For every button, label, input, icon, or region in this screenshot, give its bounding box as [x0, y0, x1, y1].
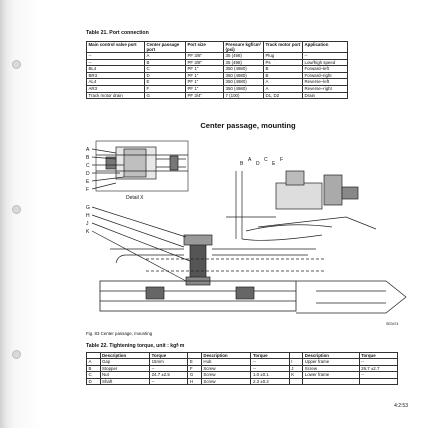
- table-cell: Ps: [264, 59, 303, 66]
- table-cell: B: [87, 365, 101, 372]
- table-cell: PF 3/8": [186, 53, 224, 60]
- table-cell: Screw: [201, 365, 251, 372]
- table-cell: PF 3/4": [186, 92, 224, 99]
- col-header: Description: [303, 353, 359, 359]
- table-cell: Forward–right: [303, 72, 348, 79]
- callout-label: G: [86, 205, 90, 211]
- table-cell: Gap: [100, 359, 150, 366]
- table-cell: 15mm: [150, 359, 188, 366]
- table-cell: --: [359, 359, 397, 366]
- table-row: [87, 372, 398, 379]
- table-cell: --: [251, 365, 289, 372]
- binder-edge: [0, 0, 60, 428]
- binder-hole: [12, 350, 21, 359]
- table-cell: C: [87, 372, 101, 379]
- col-header: Torque: [150, 353, 188, 359]
- col-header: Port size: [186, 42, 224, 53]
- callout-label: C: [264, 157, 268, 163]
- table-cell: Hub: [201, 359, 251, 366]
- table-cell: AR3: [87, 85, 145, 92]
- table-cell: J: [289, 365, 303, 372]
- table-cell: [359, 378, 397, 385]
- table-cell: K: [289, 372, 303, 379]
- table-cell: 350 (4980): [224, 85, 264, 92]
- table-cell: Track motor drain: [87, 92, 145, 99]
- table-cell: B: [264, 72, 303, 79]
- table-cell: 7 (100): [224, 92, 264, 99]
- table-cell: [289, 378, 303, 385]
- table-cell: D: [87, 378, 101, 385]
- callout-label: J: [86, 221, 89, 227]
- table-cell: BR3: [87, 72, 145, 79]
- table-cell: Screw: [201, 378, 251, 385]
- table-cell: 350 (4980): [224, 72, 264, 79]
- table-cell: F: [188, 365, 202, 372]
- col-header: Application: [303, 42, 348, 53]
- callout-label: B: [240, 161, 244, 167]
- table-cell: 1.0 ±0.1: [251, 372, 289, 379]
- table-cell: F: [145, 85, 186, 92]
- table-cell: 350 (4980): [224, 79, 264, 86]
- col-header: Pressure kgf/cm² (psi): [224, 42, 264, 53]
- table-cell: H: [188, 378, 202, 385]
- col-header: Main control valve port: [87, 42, 145, 53]
- table-cell: --: [87, 53, 145, 60]
- table-row: [87, 53, 348, 60]
- manual-page: [86, 30, 410, 410]
- callout-label: B: [86, 155, 90, 161]
- col-header: Center passage port: [145, 42, 186, 53]
- table-row: [87, 72, 348, 79]
- table-cell: Screw: [201, 372, 251, 379]
- table-cell: B: [145, 59, 186, 66]
- col-header: Description: [201, 353, 251, 359]
- callout-label: F: [86, 187, 90, 193]
- table-cell: Reverse–right: [303, 85, 348, 92]
- table-cell: --: [251, 359, 289, 366]
- callout-label: E: [272, 161, 276, 167]
- callout-label: F: [280, 157, 284, 163]
- table-cell: --: [303, 53, 348, 60]
- table-cell: --: [359, 372, 397, 379]
- table-cell: A: [87, 359, 101, 366]
- binder-hole: [12, 60, 21, 69]
- table-row: [87, 79, 348, 86]
- table-cell: A: [145, 53, 186, 60]
- table-cell: 35 (498): [224, 53, 264, 60]
- table-cell: PF 1": [186, 79, 224, 86]
- table22-caption: Table 22. Tightening torque, unit : kgf·m: [86, 343, 185, 349]
- table-cell: G: [188, 372, 202, 379]
- page-number: 4:2:53: [394, 403, 408, 409]
- table-cell: PF 1": [186, 85, 224, 92]
- col-header: Track motor port: [264, 42, 303, 53]
- table-cell: Forward–left: [303, 66, 348, 73]
- callout-label: D: [86, 171, 90, 177]
- table-row: [87, 85, 348, 92]
- table-cell: E: [188, 359, 202, 366]
- table-cell: I: [289, 359, 303, 366]
- table-row: [87, 359, 398, 366]
- table-cell: E: [145, 79, 186, 86]
- col-header: Torque: [251, 353, 289, 359]
- table-cell: B: [264, 66, 303, 73]
- center-passage-diagram: [86, 131, 410, 329]
- table-cell: D1, D2: [264, 92, 303, 99]
- table-row: [87, 66, 348, 73]
- detail-label: Detail X: [126, 195, 144, 201]
- table-cell: PF 3/8": [186, 59, 224, 66]
- table-row: [87, 378, 398, 385]
- table-cell: Stopper: [100, 365, 150, 372]
- table-cell: Nut: [100, 372, 150, 379]
- table-cell: 2.3 ±0.2: [251, 378, 289, 385]
- table-row: [87, 92, 348, 99]
- table-cell: PF 1": [186, 66, 224, 73]
- callout-label: D: [256, 161, 260, 167]
- binder-hole: [12, 205, 21, 214]
- table-cell: [303, 378, 359, 385]
- port-connection-table: [86, 41, 348, 99]
- table-cell: 35 (498): [224, 59, 264, 66]
- table-cell: C: [145, 66, 186, 73]
- callout-label: A: [86, 147, 90, 153]
- figure-ref-code: SE0474: [386, 322, 399, 326]
- table-cell: A: [264, 79, 303, 86]
- table-cell: Lower frame: [303, 372, 359, 379]
- table-cell: G: [145, 92, 186, 99]
- table-cell: Reverse–left: [303, 79, 348, 86]
- callout-label: K: [86, 229, 90, 235]
- table-cell: PF 1": [186, 72, 224, 79]
- figure-caption: Fig. 83 Center passage, mounting: [86, 331, 153, 336]
- table-cell: Low/high speed: [303, 59, 348, 66]
- callout-label: E: [86, 179, 90, 185]
- callout-label: A: [248, 157, 252, 163]
- table-cell: D: [145, 72, 186, 79]
- table21-caption: Table 21. Port connection: [86, 30, 149, 36]
- callout-label: C: [86, 163, 90, 169]
- callout-label: H: [86, 213, 90, 219]
- table-cell: 24.7 ±2.5: [150, 372, 188, 379]
- table-row: [87, 365, 398, 372]
- col-header: Torque: [359, 353, 397, 359]
- section-title: Center passage, mounting: [200, 121, 296, 130]
- table-cell: Screw: [303, 365, 359, 372]
- table-cell: --: [150, 365, 188, 372]
- table-cell: Shaft: [100, 378, 150, 385]
- table-cell: 350 (4980): [224, 66, 264, 73]
- table-cell: --: [87, 59, 145, 66]
- table-cell: 26.7 ±2.7: [359, 365, 397, 372]
- table-cell: Upper frame: [303, 359, 359, 366]
- tightening-torque-table: [86, 352, 398, 385]
- table-cell: AL4: [87, 79, 145, 86]
- col-header: Description: [100, 353, 150, 359]
- table-cell: BL4: [87, 66, 145, 73]
- table-cell: A: [264, 85, 303, 92]
- table-row: [87, 59, 348, 66]
- table-cell: Drain: [303, 92, 348, 99]
- table-cell: Plug: [264, 53, 303, 60]
- table-cell: --: [150, 378, 188, 385]
